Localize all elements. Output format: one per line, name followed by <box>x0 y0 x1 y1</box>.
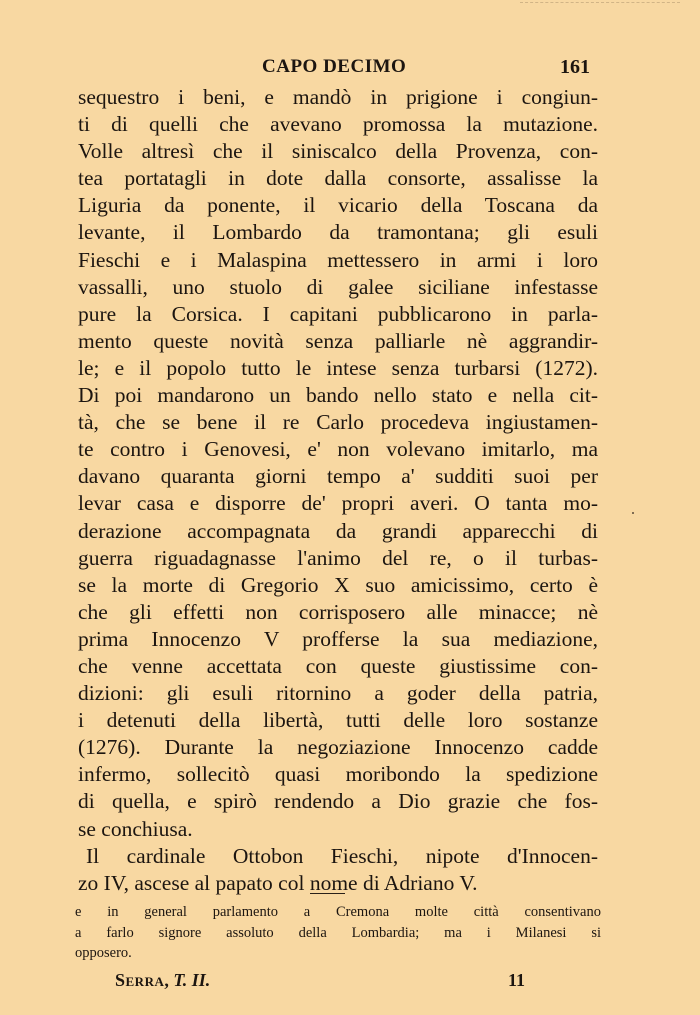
footnote <box>75 902 601 964</box>
text-line: infermo, sollecitò quasi moribondo la spedizione <box>78 762 598 787</box>
margin-speck <box>632 512 634 514</box>
text-line: tà, che se bene il re Carlo procedeva ingiustamen- <box>78 410 598 435</box>
signature-author: Serra <box>115 970 165 990</box>
footnote-line: e in general parlamento a Cremona molte città consentivano <box>75 904 601 920</box>
running-header <box>0 56 700 80</box>
signature-volume: T. II. <box>173 970 211 990</box>
chapter-title: CAPO DECIMO <box>262 56 407 77</box>
text-line: ti di quelli che avevano promossa la mutazione. <box>78 112 598 137</box>
paper-specks <box>520 2 680 9</box>
signature-mark: Serra, T. II. <box>115 970 211 990</box>
text-line: pure la Corsica. I capitani pubblicarono in parla- <box>78 301 598 326</box>
text-line: levante, il Lombardo da tramontana; gli esuli <box>78 220 598 245</box>
text-line: te contro i Genovesi, e' non volevano imitarlo, ma <box>78 437 598 462</box>
text-line: le; e il popolo tutto le intese senza turbarsi (1272). <box>78 355 598 380</box>
page-number: 161 <box>560 56 590 78</box>
text-line: i detenuti della libertà, tutti delle loro sostanze <box>78 708 598 733</box>
footnote-line: a farlo signore assoluto della Lombardia; ma i Milanesi si <box>75 924 601 941</box>
text-line: se la morte di Gregorio X suo amicissimo, certo è <box>78 572 598 597</box>
text-line: che gli effetti non corrisposero alle minacce; nè <box>78 599 598 624</box>
text-line: dizioni: gli esuli ritornino a goder della patria, <box>78 681 598 706</box>
text-line: sequestro i beni, e mandò in prigione i congiun- <box>78 85 598 109</box>
text-line: di quella, e spirò rendendo a Dio grazie che fos- <box>78 789 598 814</box>
text-line: tea portatagli in dote dalla consorte, assalisse la <box>78 166 598 191</box>
text-line: mento queste novità senza palliarle nè aggrandir- <box>78 328 598 353</box>
text-line: zo IV, ascese al papato col nome di Adriano V. <box>78 870 478 895</box>
text-line: Di poi mandarono un bando nello stato e nella cit- <box>78 383 598 408</box>
footnote-line: opposero. <box>75 945 132 961</box>
text-line: davano quaranta giorni tempo a' sudditi suoi per <box>78 464 598 489</box>
signature-number: 11 <box>508 970 526 990</box>
text-line: Volle altresì che il siniscalco della Provenza, con- <box>78 139 598 164</box>
body-text <box>78 84 598 897</box>
text-line: (1276). Durante la negoziazione Innocenzo cadde <box>78 735 598 760</box>
text-line: Il cardinale Ottobon Fieschi, nipote d'Innocen- <box>86 843 598 868</box>
text-line: prima Innocenzo V profferse la sua mediazione, <box>78 626 598 651</box>
text-line: Fieschi e i Malaspina mettessero in armi i loro <box>78 247 598 272</box>
footnote-rule <box>310 893 345 894</box>
text-line: Liguria da ponente, il vicario della Toscana da <box>78 193 598 218</box>
text-line: che venne accettata con queste giustissime con- <box>78 653 598 678</box>
text-line: se conchiusa. <box>78 816 193 841</box>
text-line: guerra riguadagnasse l'animo del re, o il turbas- <box>78 545 598 570</box>
text-line: derazione accompagnata da grandi apparecchi di <box>78 518 598 543</box>
text-line: vassalli, uno stuolo di galee siciliane infestasse <box>78 274 598 299</box>
text-line: levar casa e disporre de' propri averi. O tanta mo- <box>78 491 598 516</box>
